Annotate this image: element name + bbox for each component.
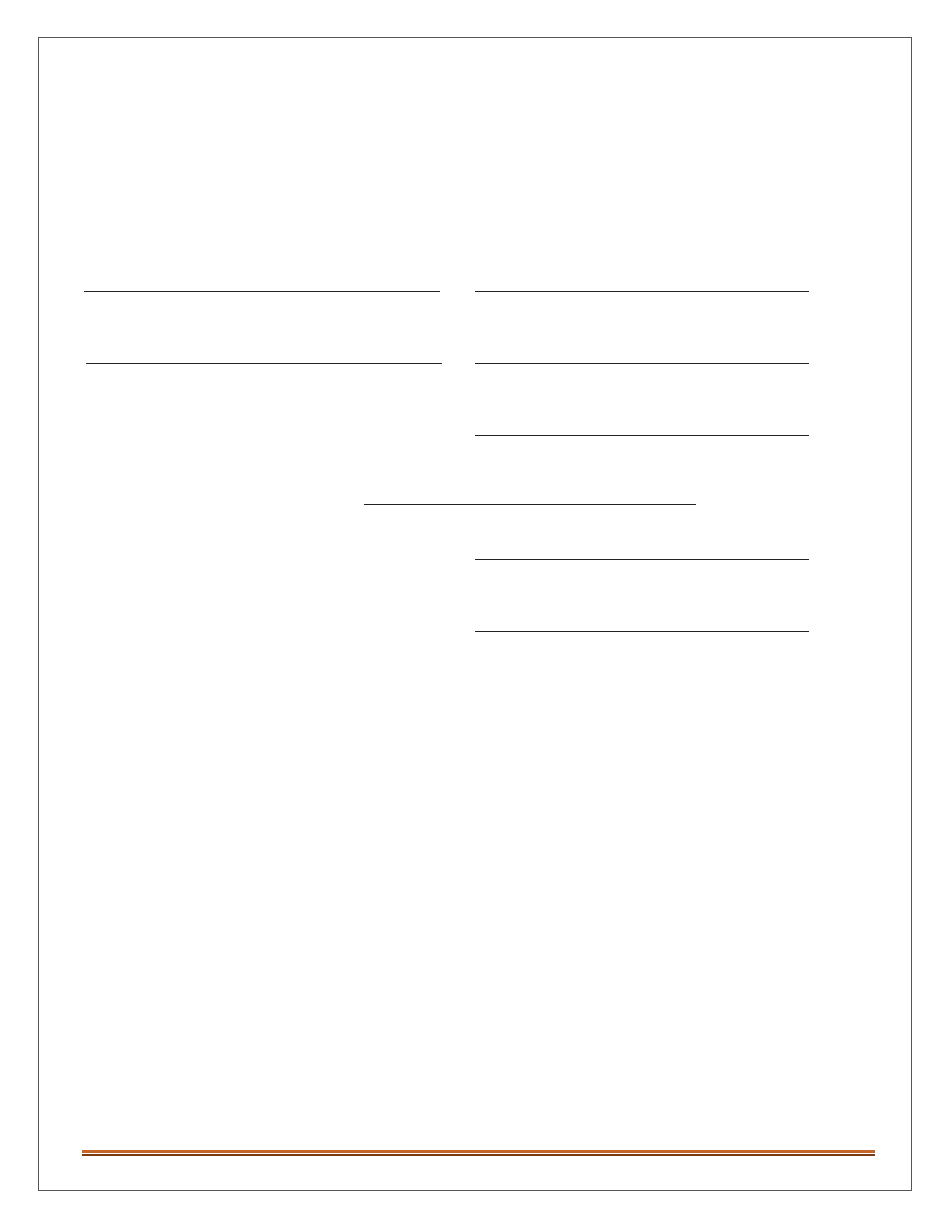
footer-rule-dark: [82, 1154, 875, 1156]
liability-limit-line[interactable]: [364, 491, 696, 505]
surety-name-address-line[interactable]: [475, 363, 809, 364]
surety-state-line[interactable]: [475, 435, 809, 436]
surety-name-title-line-2[interactable]: [475, 631, 809, 632]
surety-signature-line[interactable]: [475, 559, 809, 560]
surety-name-title-line-1[interactable]: [475, 291, 809, 292]
responsible-name-title-line[interactable]: [86, 363, 442, 364]
responsible-signature-line[interactable]: [84, 291, 440, 292]
liability-limit-row: [364, 491, 696, 510]
footer-rule-accent: [82, 1150, 875, 1153]
page-border: [38, 37, 912, 1191]
